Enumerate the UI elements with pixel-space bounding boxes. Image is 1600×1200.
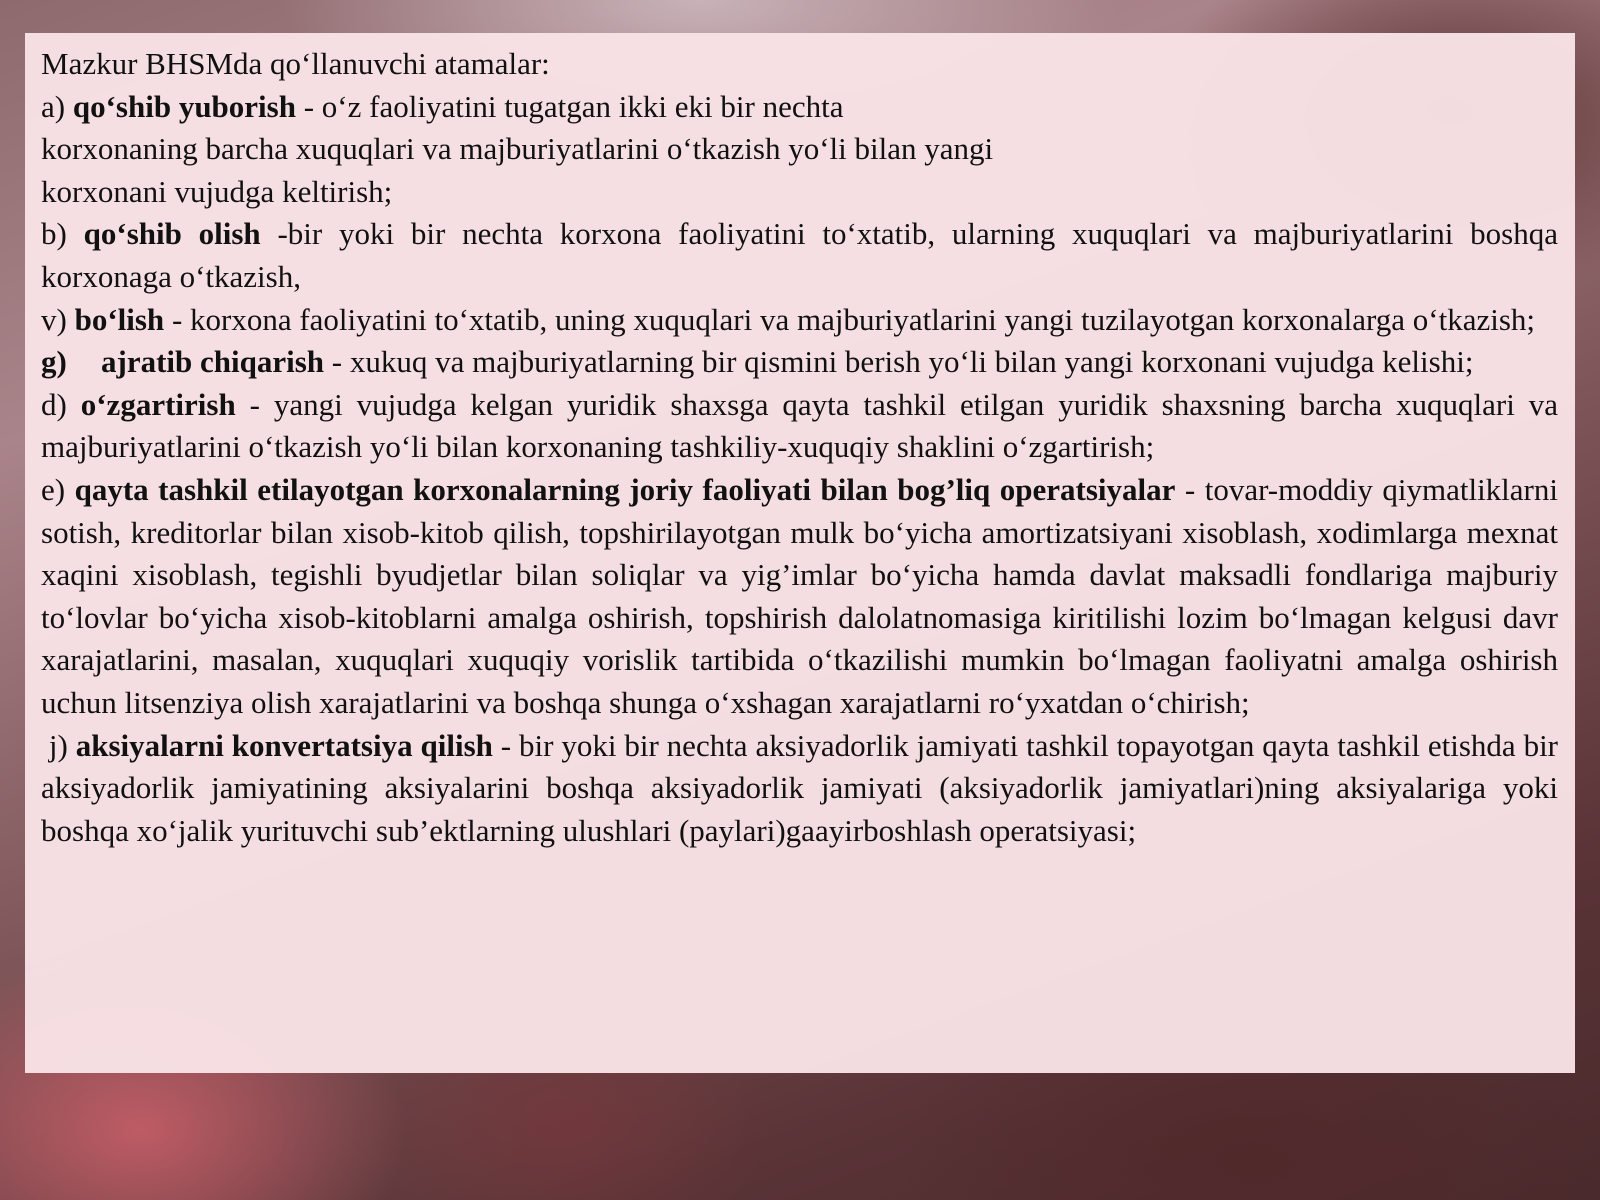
item-a-term: qo‘shib yuborish	[72, 88, 296, 124]
item-a-text-1: - o‘z faoliyatini tugatgan ikki eki bir nechta	[295, 88, 844, 124]
item-a-marker: a)	[41, 88, 73, 124]
item-v-marker: v)	[41, 301, 75, 337]
item-v-term: bo‘lish	[74, 301, 165, 337]
item-b-marker: b)	[41, 216, 84, 252]
item-a-line-3	[41, 171, 1558, 214]
item-d-term: o‘zgartirish	[80, 386, 236, 422]
item-e-text: - tovar-moddiy qiymatliklarni sotish, kreditorlar bilan xisob-kitob qilish, topshirilayotgan mulk bo‘yicha amortizatsiyani xisoblash, xodimlarga mexnat xaqini xisoblash, tegishli byudjetlar bilan soliqlar va yig’imlar bo‘yicha hamda davlat maksadli fondlariga majburiy to‘lovlar bo‘yicha xisob-kitoblarni amalga oshirish, topshirish dalolatnomasiga kiritilishi lozim bo‘lmagan kelgusi davr xarajatlarini, masalan, xuquqlari xuquqiy vorislik tartibida o‘tkazilishi mumkin bo‘lmagan faoliyatni amalga oshirish uchun litsenziya olish xarajatlarini va boshqa shunga o‘xshagan xarajatlarni ro‘yxatdan o‘chirish;	[41, 471, 1558, 720]
item-d	[41, 384, 1558, 469]
item-g-term: ajratib chiqarish	[101, 344, 325, 380]
item-g-marker: g)	[41, 344, 67, 380]
item-b-text: -bir yoki bir nechta korxona faoliyatini to‘xtatib, ularning xuquqlari va majburiyatlarini boshqa korxonaga o‘tkazish,	[41, 216, 1558, 294]
item-e-marker: e)	[41, 471, 75, 507]
item-j	[41, 725, 1558, 853]
item-b	[41, 213, 1558, 298]
item-j-marker: j)	[41, 727, 76, 763]
item-b-term: qo‘shib olish	[83, 216, 261, 252]
item-a-line-2	[41, 128, 1558, 171]
item-a	[41, 86, 1558, 214]
item-e	[41, 469, 1558, 725]
content-panel	[25, 33, 1575, 1073]
intro-text: Mazkur BHSMda qo‘llanuvchi atamalar:	[41, 46, 550, 81]
item-v-text: - korxona faoliyatini to‘xtatib, uning xuquqlari va majburiyatlarini yangi tuzilayotgan korxonalarga o‘tkazish;	[164, 301, 1535, 337]
intro-line	[41, 43, 1558, 86]
item-j-text: - bir yoki bir nechta aksiyadorlik jamiyati tashkil topayotgan qayta tashkil etishda bir aksiyadorlik jamiyatining aksiyalarini boshqa aksiyadorlik jamiyati (aksiyadorlik jamiyatlari)ning aksiyalariga yoki boshqa xo‘jalik yurituvchi sub’ektlarning ulushlari (paylari)gaayirboshlash operatsiyasi;	[41, 727, 1559, 848]
item-v	[41, 299, 1558, 342]
item-a-text-3: korxonani vujudga keltirish;	[41, 173, 393, 209]
item-d-text: - yangi vujudga kelgan yuridik shaxsga qayta tashkil etilgan yuridik shaxsning barcha xuquqlari va majburiyatlarini o‘tkazish yo‘li bilan korxonaning tashkiliy-xuquqiy shaklini o‘zgartirish;	[41, 386, 1559, 465]
item-a-text-2: korxonaning barcha xuquqlari va majburiyatlarini o‘tkazish yo‘li bilan yangi	[41, 131, 994, 167]
item-g	[41, 341, 1558, 384]
item-a-line-1	[41, 86, 1558, 129]
item-g-text: - xukuq va majburiyatlarning bir qismini berish yo‘li bilan yangi korxonani vujudga kelishi;	[324, 344, 1474, 380]
item-e-term: qayta tashkil etilayotgan korxonalarning joriy faoliyati bilan bog’liq operatsiyalar	[74, 471, 1176, 507]
document-text	[41, 43, 1558, 852]
item-d-marker: d)	[41, 386, 81, 422]
item-j-term: aksiyalarni konvertatsiya qilish	[75, 727, 493, 763]
